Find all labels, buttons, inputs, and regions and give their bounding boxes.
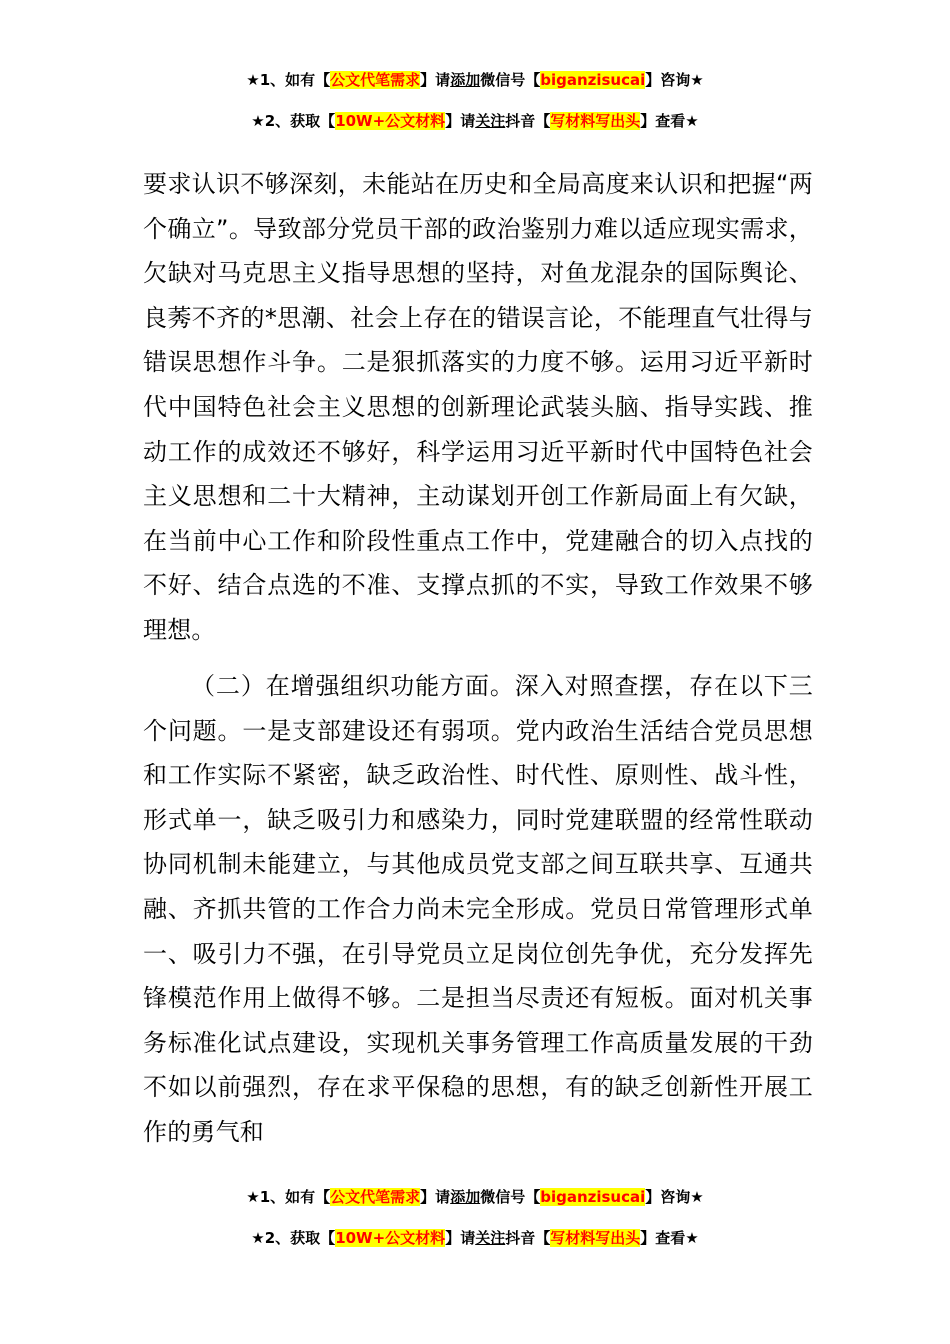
banner-highlight: 10W+公文材料	[335, 1229, 446, 1247]
banner-text: ★1、如有【	[246, 71, 331, 89]
banner-text: 】请	[420, 1188, 451, 1206]
banner-text: 微信号【	[480, 1188, 541, 1206]
banner-underline: 添加	[450, 1188, 481, 1206]
banner-text: 】咨询★	[645, 1188, 704, 1206]
banner-text: 微信号【	[480, 71, 541, 89]
footer-banner-line-2	[0, 1227, 950, 1249]
banner-highlight: 写材料写出头	[550, 1229, 641, 1247]
banner-text: 】咨询★	[645, 71, 704, 89]
paragraph-text: 要求认识不够深刻，未能站在历史和全局高度来认识和把握“两个确立”。导致部分党员干部的政治鉴别力难以适应现实需求，欠缺对马克思主义指导思想的坚持，对鱼龙混杂的国际舆论、良莠不齐的*思潮、社会上存在的错误言论，不能理直气壮得与错误思想作斗争。二是狠抓落实的力度不够。运用习近平新时代中国特色社会主义思想的创新理论武装头脑、指导实践、推动工作的成效还不够好，科学运用习近平新时代中国特色社会主义思想和二十大精神，主动谋划开创工作新局面上有欠缺，在当前中心工作和阶段性重点工作中，党建融合的切入点找的不好、结合点选的不准、支撑点抓的不实，导致工作效果不够理想。	[143, 170, 813, 644]
banner-text: 抖音【	[505, 112, 551, 130]
banner-text: ★2、获取【	[251, 1229, 336, 1247]
body-paragraph-1	[143, 162, 813, 653]
banner-underline: 添加	[450, 71, 481, 89]
banner-text: 】请	[420, 71, 451, 89]
banner-highlight: biganzisucai	[540, 1188, 646, 1206]
banner-highlight: 10W+公文材料	[335, 112, 446, 130]
banner-text: ★1、如有【	[246, 1188, 331, 1206]
banner-highlight: 公文代笔需求	[330, 1188, 421, 1206]
header-banner-line-2	[0, 110, 950, 132]
banner-text: 】请	[445, 112, 476, 130]
banner-underline: 关注	[475, 112, 506, 130]
header-banner-line-1	[0, 69, 950, 91]
footer-banner-line-1	[0, 1186, 950, 1208]
banner-text: ★2、获取【	[251, 112, 336, 130]
banner-highlight: 公文代笔需求	[330, 71, 421, 89]
banner-text: 】请	[445, 1229, 476, 1247]
banner-underline: 关注	[475, 1229, 506, 1247]
banner-highlight: biganzisucai	[540, 71, 646, 89]
banner-highlight: 写材料写出头	[550, 112, 641, 130]
banner-text: 】查看★	[640, 112, 699, 130]
body-paragraph-2	[143, 664, 813, 1155]
banner-text: 】查看★	[640, 1229, 699, 1247]
paragraph-text: （二）在增强组织功能方面。深入对照查摆，存在以下三个问题。一是支部建设还有弱项。党内政治生活结合党员思想和工作实际不紧密，缺乏政治性、时代性、原则性、战斗性，形式单一，缺乏吸引力和感染力，同时党建联盟的经常性联动协同机制未能建立，与其他成员党支部之间互联共享、互通共融、齐抓共管的工作合力尚未完全形成。党员日常管理形式单一、吸引力不强，在引导党员立足岗位创先争优，充分发挥先锋模范作用上做得不够。二是担当尽责还有短板。面对机关事务标准化试点建设，实现机关事务管理工作高质量发展的干劲不如以前强烈，存在求平保稳的思想，有的缺乏创新性开展工作的勇气和	[143, 672, 813, 1146]
banner-text: 抖音【	[505, 1229, 551, 1247]
